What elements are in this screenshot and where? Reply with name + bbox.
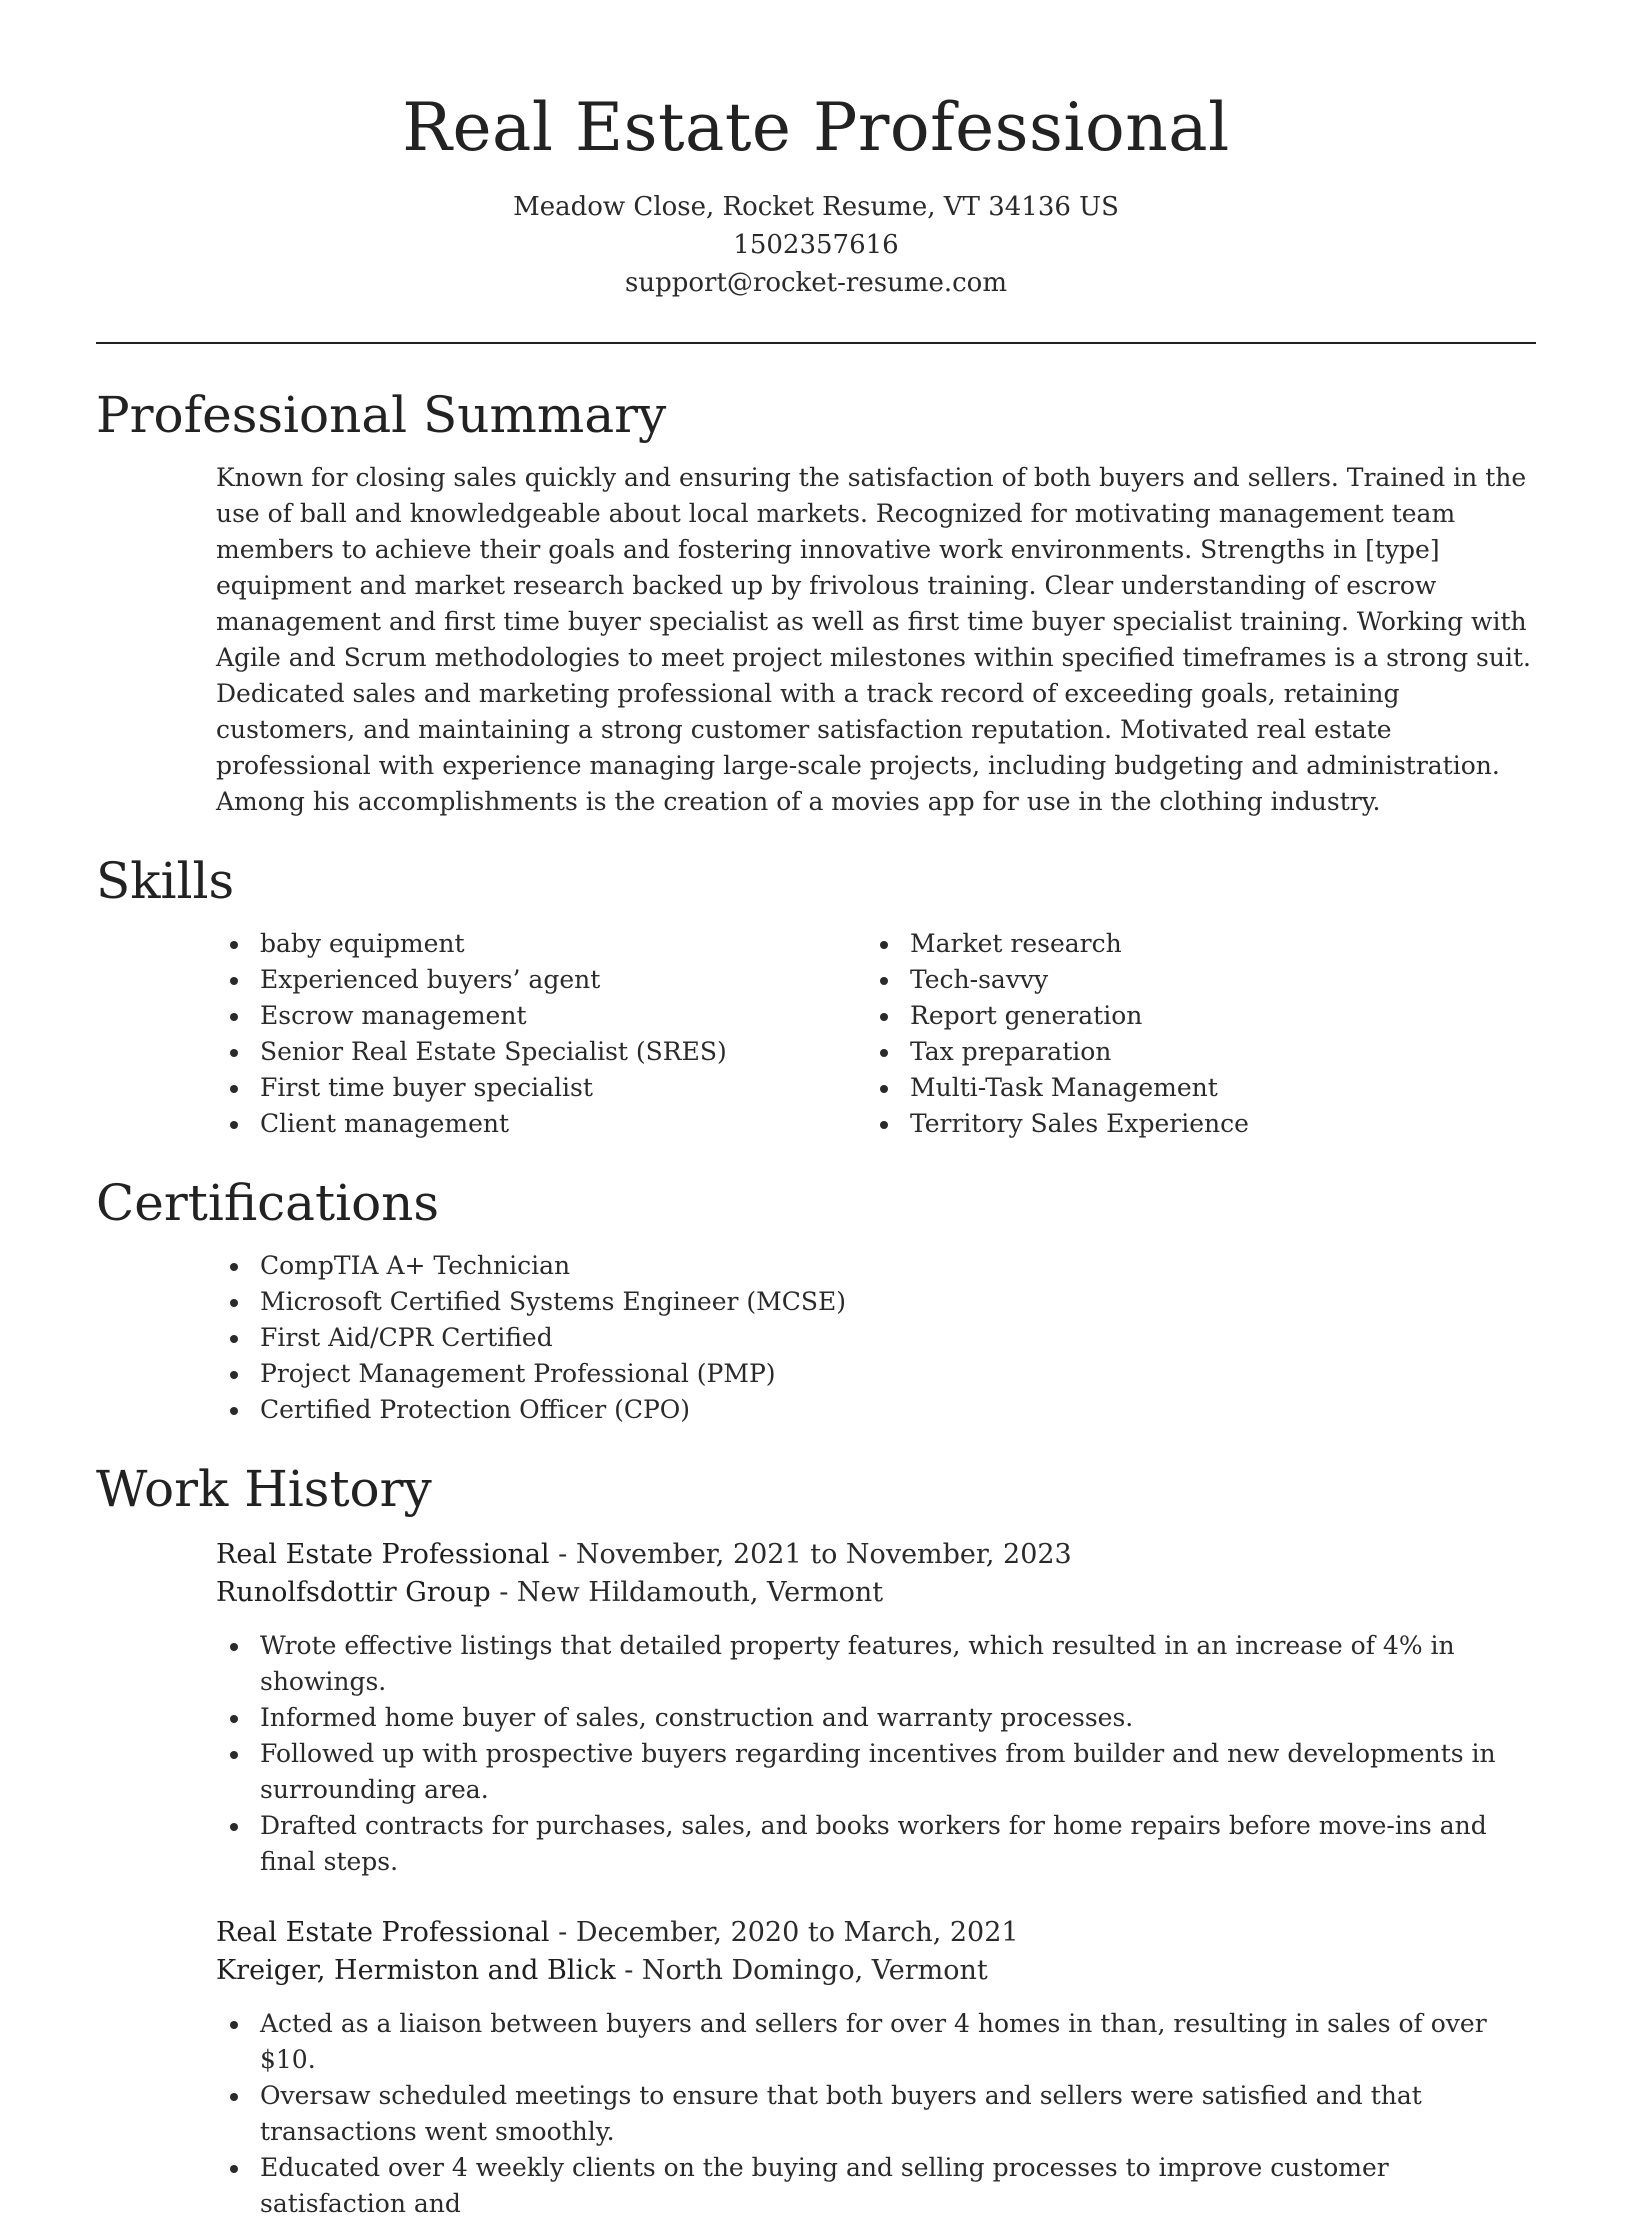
skill-item: Tax preparation [866, 1034, 1516, 1070]
skill-item: Territory Sales Experience [866, 1106, 1516, 1142]
skill-item: baby equipment [216, 926, 866, 962]
job-dates: - November, 2021 to November, 2023 [549, 1539, 1072, 1570]
skills-column-right [866, 926, 1516, 1142]
job-company: Kreiger, Hermiston and Blick [216, 1955, 616, 1986]
certification-item: Microsoft Certified Systems Engineer (MCSE) [216, 1284, 1536, 1320]
certification-item: Project Management Professional (PMP) [216, 1356, 1536, 1392]
skills-grid [96, 926, 1536, 1142]
work-history-section [96, 1454, 1536, 2222]
job-bullet: Wrote effective listings that detailed property features, which resulted in an increase of 4% in showings. [216, 1628, 1536, 1700]
contact-info [0, 188, 1632, 302]
job-bullet: Drafted contracts for purchases, sales, and books workers for home repairs before move-ins and final steps. [216, 1808, 1536, 1880]
job-company-line [216, 1574, 1536, 1612]
summary-heading: Professional Summary [96, 386, 667, 444]
resume-header [0, 0, 1632, 302]
job-bullet: Followed up with prospective buyers regarding incentives from builder and new developments in surrounding area. [216, 1736, 1536, 1808]
certification-item: First Aid/CPR Certified [216, 1320, 1536, 1356]
skills-column-left [216, 926, 866, 1142]
job-bullets [216, 1628, 1536, 1880]
job-company-line [216, 1952, 1536, 1990]
job-company: Runolfsdottir Group [216, 1577, 491, 1608]
job-title-line [216, 1536, 1536, 1574]
certifications-list [96, 1248, 1536, 1428]
job-bullets [216, 2006, 1536, 2222]
job-location: - New Hildamouth, Vermont [490, 1577, 884, 1608]
job-entry [96, 1536, 1536, 1880]
skill-item: Experienced buyers’ agent [216, 962, 866, 998]
skills-heading: Skills [96, 852, 235, 910]
summary-section [96, 380, 1536, 820]
skill-item: Escrow management [216, 998, 866, 1034]
job-bullet: Informed home buyer of sales, construction and warranty processes. [216, 1700, 1536, 1736]
job-bullet: Acted as a liaison between buyers and sellers for over 4 homes in than, resulting in sales of over $10. [216, 2006, 1536, 2078]
header-divider [96, 342, 1536, 344]
resume-content [96, 380, 1536, 2222]
skill-item: Multi-Task Management [866, 1070, 1516, 1106]
skill-item: Report generation [866, 998, 1516, 1034]
skill-item: Tech-savvy [866, 962, 1516, 998]
job-entry [96, 1914, 1536, 2222]
candidate-name: Real Estate Professional [402, 89, 1230, 166]
job-location: - North Domingo, Vermont [615, 1955, 988, 1986]
skill-item: Senior Real Estate Specialist (SRES) [216, 1034, 866, 1070]
certifications-heading: Certifications [96, 1174, 440, 1232]
certification-item: CompTIA A+ Technician [216, 1248, 1536, 1284]
job-role: Real Estate Professional [216, 1917, 550, 1948]
skill-item: First time buyer specialist [216, 1070, 866, 1106]
job-dates: - December, 2020 to March, 2021 [549, 1917, 1019, 1948]
job-bullet: Educated over 4 weekly clients on the buying and selling processes to improve customer satisfaction and [216, 2150, 1536, 2222]
contact-address: Meadow Close, Rocket Resume, VT 34136 US [513, 192, 1119, 222]
skill-item: Client management [216, 1106, 866, 1142]
contact-email: support@rocket-resume.com [624, 268, 1007, 298]
job-bullet: Oversaw scheduled meetings to ensure that both buyers and sellers were satisfied and that transactions went smoothly. [216, 2078, 1536, 2150]
summary-text: Known for closing sales quickly and ensuring the satisfaction of both buyers and sellers. Trained in the use of ball and knowledgeable about local markets. Recognized for motivating management team members to achieve their goals and fostering innovative work environments. Strengths in [type] equipment and market research backed up by frivolous training. Clear understanding of escrow management and first time buyer specialist as well as first time buyer specialist training. Working with Agile and Scrum methodologies to meet project milestones within specified timeframes is a strong suit. Dedicated sales and marketing professional with a track record of exceeding goals, retaining customers, and maintaining a strong customer satisfaction reputation. Motivated real estate professional with experience managing large-scale projects, including budgeting and administration. Among his accomplishments is the creation of a movies app for use in the clothing industry. [216, 463, 1531, 816]
job-role: Real Estate Professional [216, 1539, 550, 1570]
contact-phone: 1502357616 [733, 230, 899, 260]
skills-section [96, 846, 1536, 1142]
job-title-line [216, 1914, 1536, 1952]
certifications-section [96, 1168, 1536, 1428]
skill-item: Market research [866, 926, 1516, 962]
certification-item: Certified Protection Officer (CPO) [216, 1392, 1536, 1428]
work-history-heading: Work History [96, 1460, 432, 1518]
